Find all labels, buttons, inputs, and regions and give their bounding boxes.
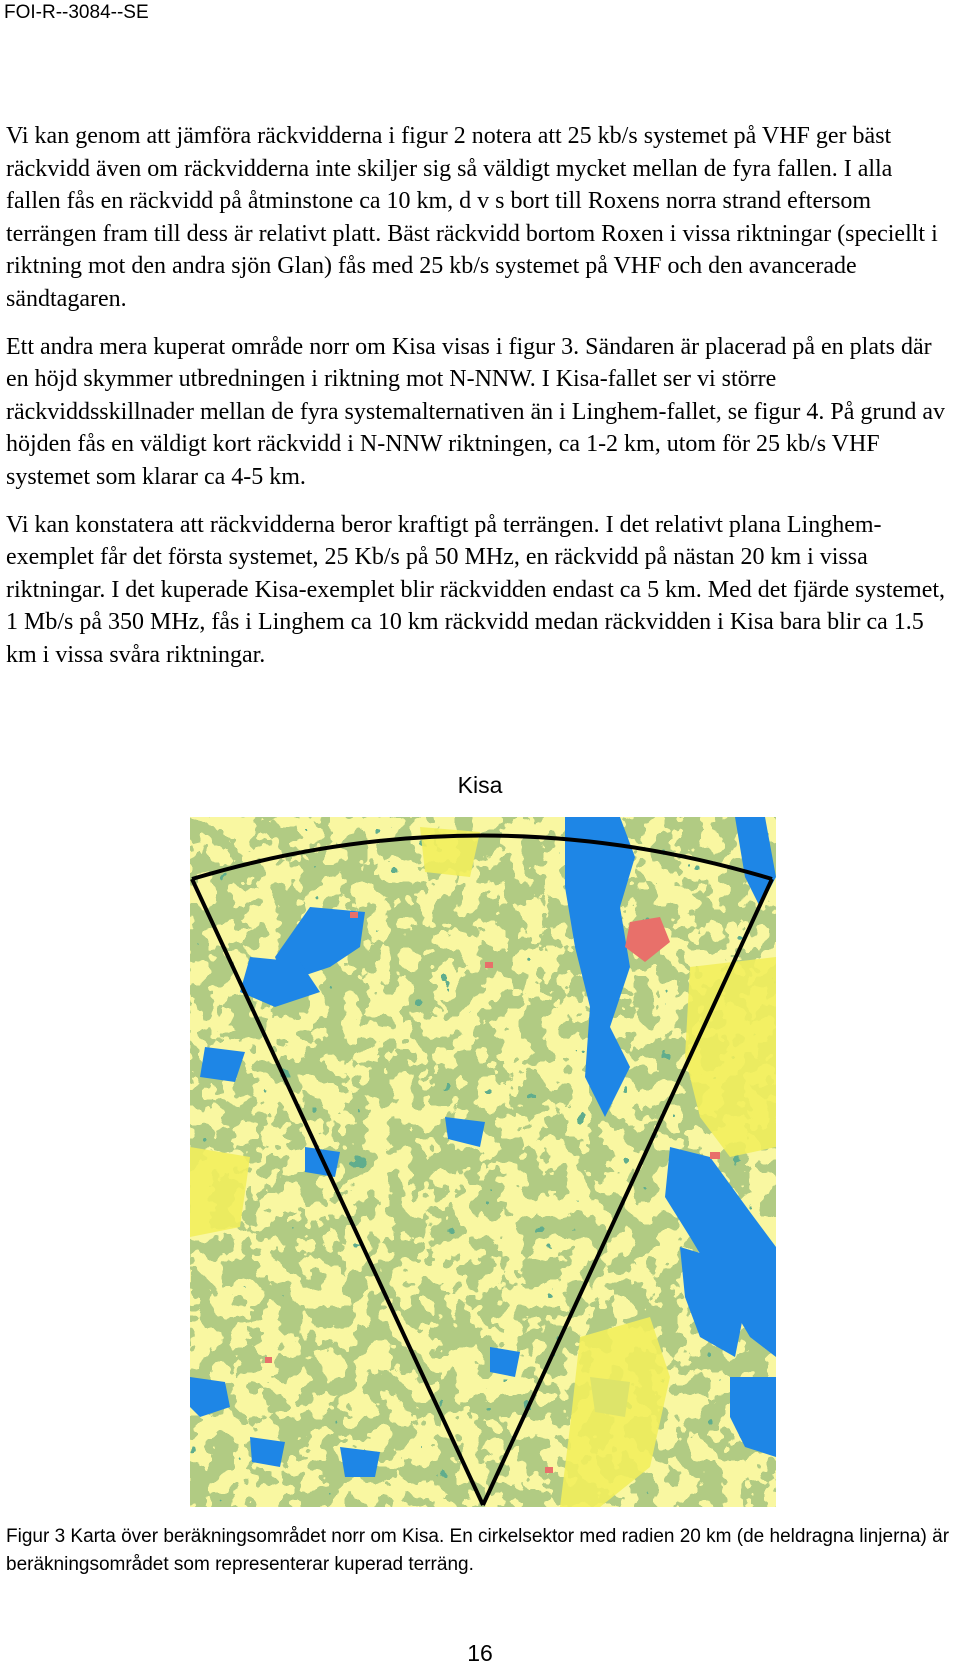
lake-south-mid — [490, 1347, 520, 1377]
figure-title: Kisa — [457, 772, 503, 798]
lake-south-center — [340, 1447, 380, 1477]
page-number: 16 — [467, 1640, 493, 1666]
urban-spot-2 — [485, 962, 493, 968]
urban-spot-1 — [350, 912, 358, 918]
report-id: FOI-R--3084--SE — [4, 2, 149, 23]
urban-spot-5 — [545, 1467, 553, 1473]
urban-spot-3 — [710, 1152, 720, 1159]
figure-caption: Figur 3 Karta över beräkningsområdet norr om Kisa. En cirkelsektor med radien 20 km (de heldragna linjerna) är beräkningsområdet som representerar kuperad terräng. — [6, 1526, 950, 1575]
paragraph-2: Ett andra mera kuperat område norr om Kisa visas i figur 3. Sändaren är placerad på en plats där en höjd skymmer utbredningen i riktning mot N-NNW. I Kisa-fallet ser vi större räckviddsskillnader mellan de fyra systemalternativen än i Linghem-fallet, se figur 4. På grund av höjden fås en väldigt kort räckvidd i N-NNW riktningen, ca 1-2 km, utom för 25 kb/s VHF systemet som klarar ca 4-5 km. — [6, 333, 946, 490]
paragraph-3: Vi kan konstatera att räckvidderna beror kraftigt på terrängen. I det relativt plana Linghem-exemplet får det första systemet, 25 Kb/s på 50 MHz, en räckvidd på nästan 20 km i vissa riktningar. I det kuperade Kisa-exemplet blir räckvidden endast ca 5 km. Med det fjärde systemet, 1 Mb/s på 350 MHz, fås i Linghem ca 10 km räckvidd medan räckvidden i Kisa bara blir ca 1.5 km i vissa svåra riktningar. — [6, 511, 946, 668]
urban-spot-4 — [265, 1357, 272, 1363]
body-text — [6, 120, 946, 687]
paragraph-1: Vi kan genom att jämföra räckvidderna i figur 2 notera att 25 kb/s systemet på VHF ger bäst räckvidd även om räckvidderna inte skiljer sig så väldigt mycket mellan de fyra fallen. I alla fallen fås en räckvidd på åtminstone ca 10 km, d v s bort till Roxens norra strand eftersom terrängen fram till dess är relativt platt. Bäst räckvidd bortom Roxen i vissa riktningar (speciellt i riktning mot den andra sjön Glan) fås med 25 kb/s systemet på VHF och den avancerade sändtagaren. — [6, 123, 938, 312]
lake-bottom-left — [250, 1437, 285, 1467]
terrain-map — [190, 817, 776, 1507]
